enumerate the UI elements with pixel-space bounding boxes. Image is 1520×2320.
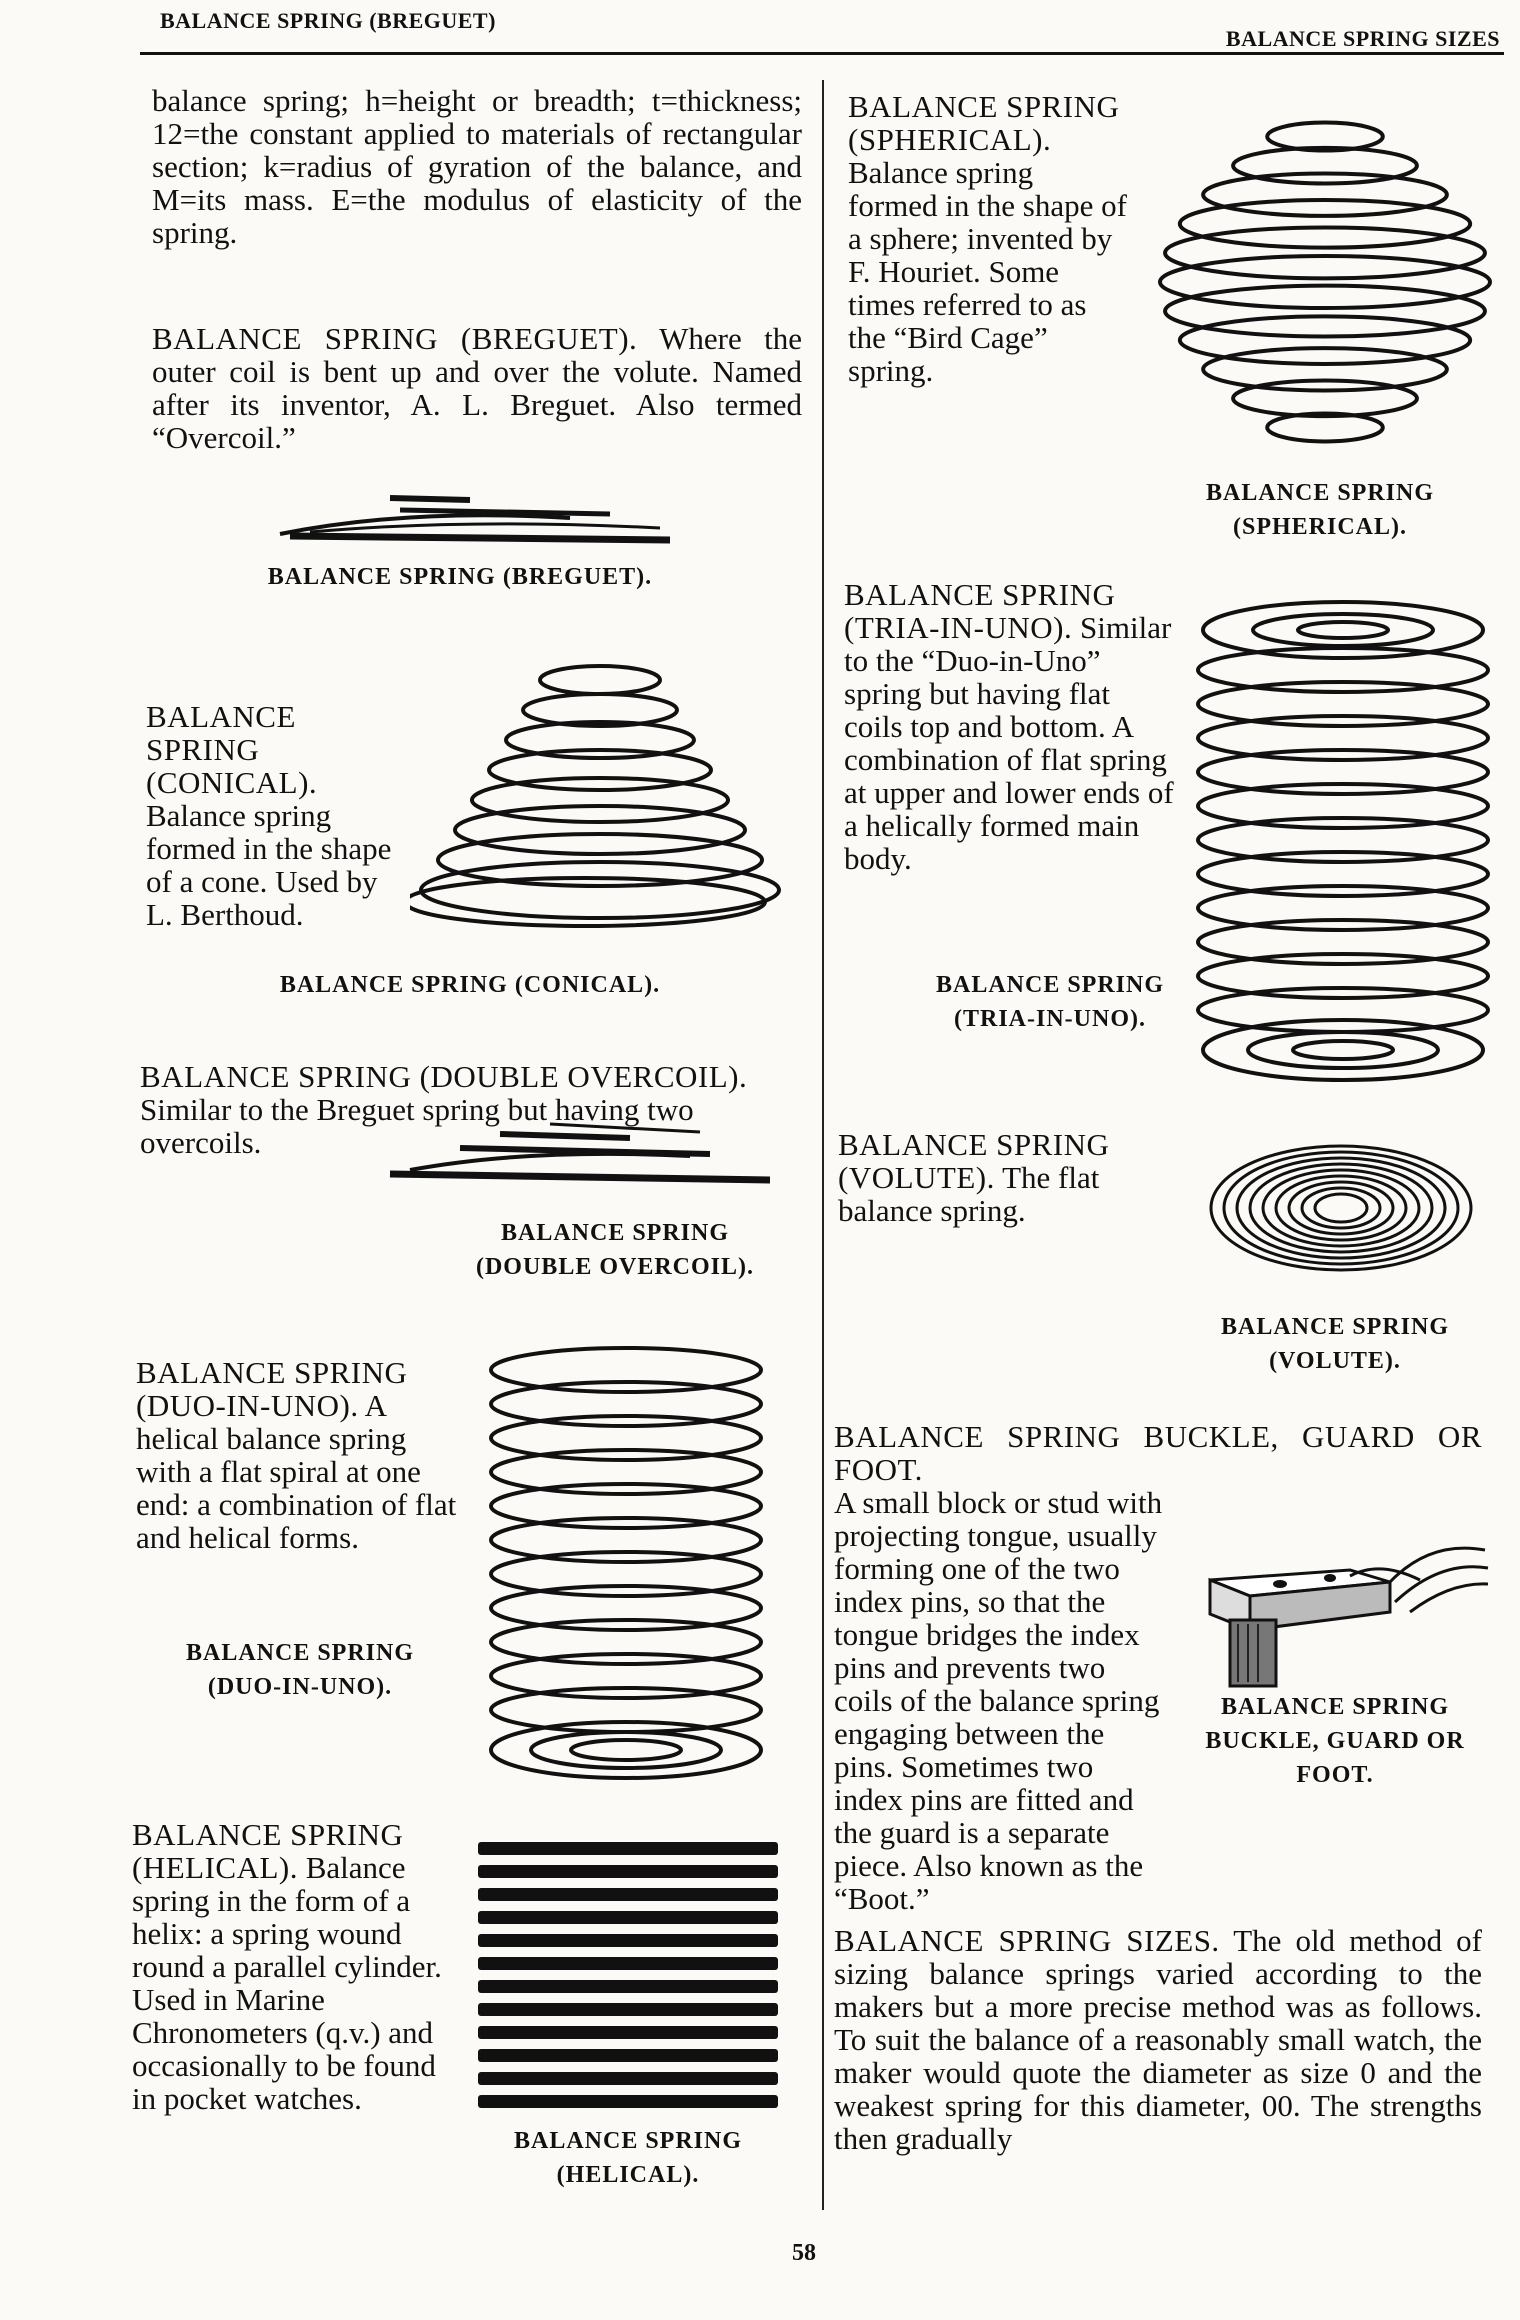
entry-duo-in-uno-body: A helical balance spring with a flat spiral at one end: a combination of flat and helical forms. — [136, 1388, 457, 1555]
overcoil-spring-illustration — [270, 488, 690, 548]
duo-in-uno-spring-illustration — [466, 1340, 786, 1790]
entry-spherical — [848, 90, 1128, 387]
header-rule — [140, 52, 1504, 55]
volute-spring-illustration — [1196, 1138, 1486, 1278]
spherical-spring-illustration — [1150, 92, 1500, 472]
entry-sizes — [834, 1924, 1482, 2155]
caption-volute: BALANCE SPRING (VOLUTE). — [1220, 1314, 1450, 1374]
entry-spherical-headword: BALANCE SPRING (SPHERICAL). — [848, 89, 1120, 157]
entry-double-overcoil-body: Similar to the Breguet spring but having two overcoils. — [140, 1092, 694, 1160]
entry-helical-body: Balance spring in the form of a helix: a spring wound round a parallel cylinder. Used in Marine Chronometers (q.v.) and occasionally to be found in pocket watches. — [132, 1850, 442, 2116]
running-head-left: BALANCE SPRING (BREGUET) — [160, 8, 496, 33]
entry-breguet — [152, 322, 802, 454]
entry-intro-text: balance spring; h=height or breadth; t=thickness; 12=the constant applied to materials of rectangular section; k=radius of gyration of the balance, and M=its mass. E=the modulus of elasticity of the spring. — [152, 83, 802, 250]
entry-breguet-body: Where the outer coil is bent up and over the volute. Named after its inventor, A. L. Breguet. Also termed “Overcoil.” — [152, 321, 802, 455]
entry-buckle-body-narrow — [834, 1486, 1164, 1915]
entry-volute-body: The flat balance spring. — [838, 1160, 1100, 1228]
entry-buckle — [834, 1420, 1482, 1486]
entry-sizes-headword: BALANCE SPRING SIZES. — [834, 1923, 1220, 1958]
caption-duo-in-uno: BALANCE SPRING (DUO-IN-UNO). — [185, 1640, 415, 1700]
conical-spring-illustration — [410, 640, 790, 930]
entry-volute — [838, 1128, 1188, 1227]
entry-conical — [146, 700, 396, 931]
page-number: 58 — [792, 2240, 816, 2266]
entry-tria-in-uno — [844, 578, 1174, 875]
caption-double-overcoil: BALANCE SPRING (DOUBLE OVERCOIL). — [475, 1220, 755, 1280]
entry-conical-body: Balance spring formed in the shape of a cone. Used by L. Berthoud. — [146, 798, 392, 932]
spring-buckle-illustration — [1190, 1520, 1490, 1690]
entry-duo-in-uno-headword: BALANCE SPRING (DUO-IN-UNO). — [136, 1355, 408, 1423]
entry-buckle-headword: BALANCE SPRING BUCKLE, GUARD OR FOOT. — [834, 1419, 1482, 1487]
entry-intro-continuation — [152, 84, 802, 249]
entry-helical-headword: BALANCE SPRING (HELICAL). — [132, 1817, 404, 1885]
caption-tria-in-uno: BALANCE SPRING (TRIA-IN-UNO). — [935, 972, 1165, 1032]
caption-conical: BALANCE SPRING (CONICAL). — [279, 972, 661, 998]
caption-spherical: BALANCE SPRING (SPHERICAL). — [1205, 480, 1435, 540]
running-head-right: BALANCE SPRING SIZES — [1225, 26, 1500, 51]
entry-tria-in-uno-body: Similar to the “Duo-in-Uno” spring but having flat coils top and bottom. A combination of flat spring at upper and lower ends of a helically formed main body. — [844, 610, 1174, 876]
entry-conical-headword: BALANCE SPRING (CONICAL). — [146, 699, 318, 800]
entry-breguet-headword: BALANCE SPRING (BREGUET). — [152, 321, 638, 356]
entry-tria-in-uno-headword: BALANCE SPRING (TRIA-IN-UNO). — [844, 577, 1116, 645]
entry-helical — [132, 1818, 457, 2115]
entry-spherical-body: Balance spring formed in the shape of a sphere; invented by F. Houriet. Some times referred to as the “Bird Cage” spring. — [848, 155, 1127, 388]
helical-spring-illustration — [468, 1834, 788, 2124]
caption-breguet: BALANCE SPRING (BREGUET). — [267, 564, 653, 590]
entry-duo-in-uno — [136, 1356, 466, 1554]
column-rule — [822, 80, 824, 2210]
caption-helical: BALANCE SPRING (HELICAL). — [513, 2128, 743, 2188]
entry-double-overcoil-headword: BALANCE SPRING (DOUBLE OVERCOIL). — [140, 1059, 748, 1094]
double-overcoil-spring-illustration — [380, 1118, 780, 1188]
caption-buckle: BALANCE SPRING BUCKLE, GUARD OR FOOT. — [1205, 1694, 1465, 1788]
entry-volute-headword: BALANCE SPRING (VOLUTE). — [838, 1127, 1110, 1195]
entry-buckle-body: A small block or stud with projecting tongue, usually forming one of the two index pins, so that the tongue bridges the index pins and prevents two coils of the balance spring engaging between the pins. Sometimes two index pins are fitted and the guard is a separate piece. Also known as the “Boot.” — [834, 1485, 1163, 1916]
entry-sizes-body: The old method of sizing balance springs varied according to the makers but a more precise method was as follows. To suit the balance of a reasonably small watch, the maker would quote the diameter as size 0 and the weakest spring for this diameter, 00. The strengths then gradually — [834, 1923, 1482, 2156]
tria-in-uno-spring-illustration — [1186, 590, 1500, 1090]
